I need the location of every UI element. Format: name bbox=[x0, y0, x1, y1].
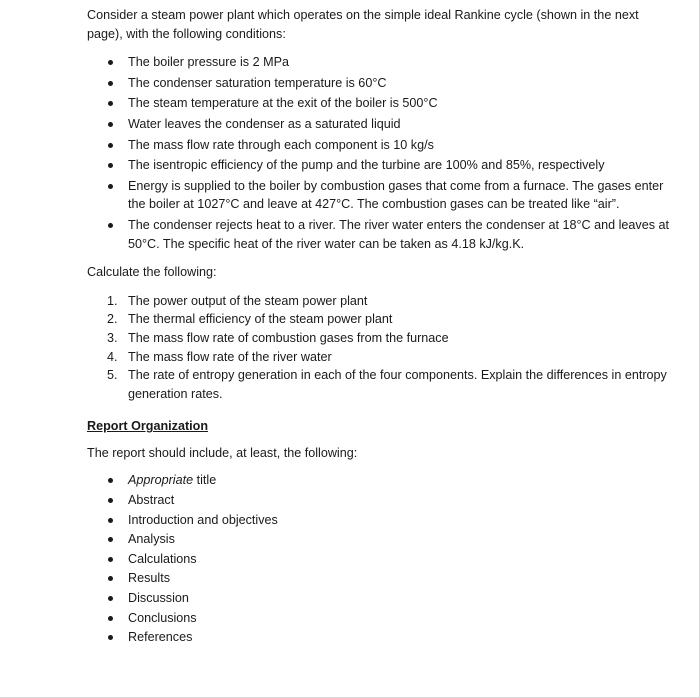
task-number: 1. bbox=[107, 293, 118, 308]
bullet-icon bbox=[108, 122, 113, 127]
task-item bbox=[107, 366, 677, 403]
report-item bbox=[107, 589, 677, 608]
task-text: The power output of the steam power plant bbox=[128, 293, 368, 308]
bullet-icon bbox=[108, 498, 113, 503]
condition-text: Water leaves the condenser as a saturated liquid bbox=[128, 116, 401, 131]
report-item-text: Results bbox=[128, 571, 170, 586]
report-intro: The report should include, at least, the following: bbox=[87, 445, 358, 460]
condition-text: The condenser rejects heat to a river. The river water enters the condenser at 18°C and leaves at 50°C. The specific heat of the river water can be taken as 4.18 kJ/kg.K. bbox=[128, 217, 670, 251]
bullet-icon bbox=[108, 81, 113, 86]
report-item bbox=[107, 569, 677, 588]
calculate-heading: Calculate the following: bbox=[87, 265, 217, 280]
task-item bbox=[107, 348, 677, 367]
task-text: The thermal efficiency of the steam power plant bbox=[128, 312, 393, 327]
bullet-icon bbox=[108, 143, 113, 148]
report-item bbox=[107, 550, 677, 569]
task-number: 3. bbox=[107, 330, 118, 345]
bullet-icon bbox=[108, 557, 113, 562]
intro-paragraph: Consider a steam power plant which operates on the simple ideal Rankine cycle (shown in the next page), with the following conditions: bbox=[87, 8, 639, 41]
report-item-text: Introduction and objectives bbox=[128, 512, 278, 527]
bullet-icon bbox=[108, 537, 113, 542]
bullet-icon bbox=[108, 518, 113, 523]
task-number: 4. bbox=[107, 349, 118, 364]
task-text: The mass flow rate of the river water bbox=[128, 349, 332, 364]
report-item-text: References bbox=[128, 630, 193, 645]
report-item bbox=[107, 471, 677, 490]
task-number: 2. bbox=[107, 312, 118, 327]
task-item bbox=[107, 292, 677, 311]
condition-item bbox=[107, 53, 677, 72]
report-item-text: Calculations bbox=[128, 551, 197, 566]
report-item-text: Abstract bbox=[128, 493, 175, 508]
condition-text: The steam temperature at the exit of the boiler is 500°C bbox=[128, 96, 438, 111]
document-content bbox=[87, 6, 677, 648]
report-organization-heading: Report Organization bbox=[87, 419, 209, 434]
bullet-icon bbox=[108, 60, 113, 65]
conditions-list bbox=[107, 53, 677, 253]
report-item-text: Appropriate bbox=[128, 473, 194, 488]
report-item bbox=[107, 491, 677, 510]
bullet-icon bbox=[108, 101, 113, 106]
condition-text: The mass flow rate through each component is 10 kg/s bbox=[128, 137, 434, 152]
condition-item bbox=[107, 156, 677, 175]
task-text: The mass flow rate of combustion gases from the furnace bbox=[128, 330, 449, 345]
report-item-suffix: title bbox=[193, 473, 217, 488]
bullet-icon bbox=[108, 163, 113, 168]
tasks-list bbox=[107, 292, 677, 404]
report-item-text: Conclusions bbox=[128, 610, 197, 625]
task-text: The rate of entropy generation in each of the four components. Explain the differences in entropy generation rates. bbox=[128, 368, 667, 401]
condition-item bbox=[107, 216, 677, 253]
bullet-icon bbox=[108, 184, 113, 189]
condition-item bbox=[107, 136, 677, 155]
bullet-icon bbox=[108, 576, 113, 581]
report-items-list bbox=[107, 471, 677, 646]
report-item-text: Analysis bbox=[128, 532, 175, 547]
bullet-icon bbox=[108, 616, 113, 621]
condition-text: Energy is supplied to the boiler by combustion gases that come from a furnace. The gases enter the boiler at 1027°C and leave at 427°C. The combustion gases can be treated like “air”. bbox=[128, 178, 664, 212]
task-item bbox=[107, 329, 677, 348]
task-number: 5. bbox=[107, 368, 118, 383]
report-item bbox=[107, 530, 677, 549]
condition-text: The isentropic efficiency of the pump and the turbine are 100% and 85%, respectively bbox=[128, 158, 605, 173]
bullet-icon bbox=[108, 223, 113, 228]
task-item bbox=[107, 310, 677, 329]
condition-text: The condenser saturation temperature is 60°C bbox=[128, 75, 387, 90]
condition-item bbox=[107, 115, 677, 134]
bullet-icon bbox=[108, 635, 113, 640]
condition-item bbox=[107, 74, 677, 93]
condition-item bbox=[107, 94, 677, 113]
report-item bbox=[107, 609, 677, 628]
condition-item bbox=[107, 177, 677, 214]
bullet-icon bbox=[108, 478, 113, 483]
report-item-text: Discussion bbox=[128, 591, 189, 606]
bullet-icon bbox=[108, 596, 113, 601]
condition-text: The boiler pressure is 2 MPa bbox=[128, 55, 289, 70]
report-item bbox=[107, 628, 677, 647]
report-item bbox=[107, 511, 677, 530]
